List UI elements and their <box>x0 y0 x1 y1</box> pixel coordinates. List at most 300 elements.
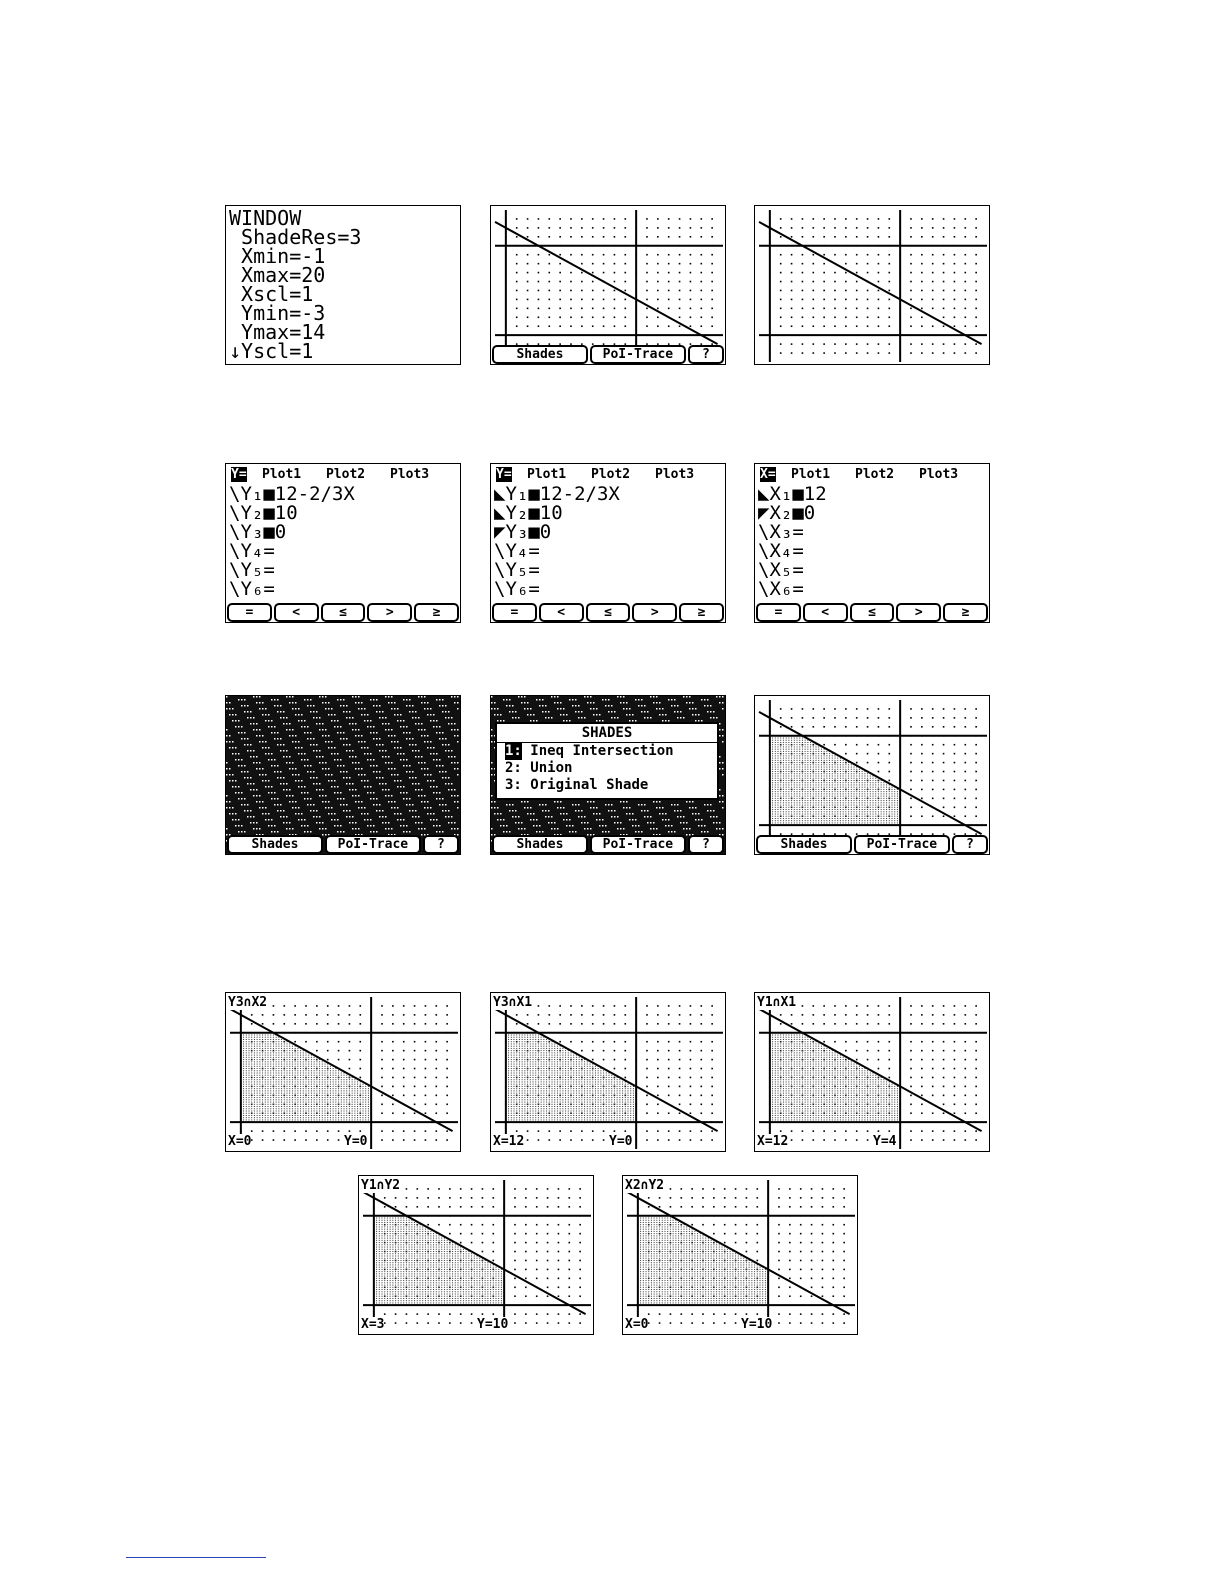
shade-speckle <box>403 732 405 734</box>
grid-dot <box>867 272 869 274</box>
shade-speckle <box>415 777 417 779</box>
shade-speckle <box>262 813 264 815</box>
shade-speckle <box>674 699 676 701</box>
region-shade-dot <box>862 789 863 790</box>
shade-speckle <box>641 810 643 812</box>
plot2-label[interactable]: Plot2 <box>326 467 366 482</box>
region-shade-dot <box>843 818 844 819</box>
region-shade-dot <box>821 791 822 792</box>
shade-speckle <box>247 705 249 707</box>
y5-row[interactable]: \Y₅= <box>494 559 540 581</box>
region-shade-dot <box>799 798 800 799</box>
region-shade-dot <box>810 787 811 788</box>
shade-speckle <box>527 714 529 716</box>
shade-speckle <box>349 711 351 713</box>
window-line-xmax[interactable]: Xmax=20 <box>229 263 326 287</box>
grid-dot <box>679 325 681 327</box>
region-shade-dot <box>824 780 825 781</box>
region-shade-dot <box>886 820 887 821</box>
region-shade-dot <box>829 807 830 808</box>
shade-speckle <box>521 828 523 830</box>
region-shade-dot <box>805 751 806 752</box>
region-shade-dot <box>797 780 798 781</box>
poi-trace-key[interactable]: PoI-Trace <box>854 835 950 854</box>
shade-speckle <box>433 825 435 827</box>
region-shade-dot <box>818 778 819 779</box>
shade-speckle <box>289 696 291 698</box>
region-shade-dot <box>837 791 838 792</box>
poi-trace-key[interactable]: PoI-Trace <box>590 345 686 364</box>
shade-speckle <box>322 735 324 737</box>
grid-dot <box>548 218 550 220</box>
grid-dot <box>516 281 518 283</box>
region-shade-dot <box>807 818 808 819</box>
graph-key-bar <box>491 835 725 854</box>
region-shade-dot <box>851 816 852 817</box>
grid-dot <box>690 308 692 310</box>
grid-dot <box>657 290 659 292</box>
y2-row[interactable]: ◣Y₂■10 <box>494 502 563 524</box>
y5-row[interactable]: \Y₅= <box>229 559 275 581</box>
region-shade-dot <box>802 769 803 770</box>
shade-speckle <box>277 711 279 713</box>
less-equal-key[interactable]: ≤ <box>321 603 366 622</box>
shade-speckle <box>271 819 273 821</box>
shade-speckle <box>358 807 360 809</box>
greater-key[interactable]: > <box>896 603 941 622</box>
shade-speckle <box>545 810 547 812</box>
grid-dot <box>910 308 912 310</box>
shade-speckle <box>515 717 517 719</box>
region-shade-dot <box>883 811 884 812</box>
shade-speckle <box>590 801 592 803</box>
grid-dot <box>559 299 561 301</box>
region-shade-dot <box>837 776 838 777</box>
region-shade-dot <box>845 784 846 785</box>
region-shade-dot <box>783 800 784 801</box>
equal-key[interactable]: = <box>227 603 272 622</box>
region-shade-dot <box>786 762 787 763</box>
region-shade-dot <box>824 820 825 821</box>
shade-speckle <box>337 831 339 833</box>
region-shade-dot <box>837 787 838 788</box>
region-shade-dot <box>810 814 811 815</box>
shade-speckle <box>340 804 342 806</box>
shade-speckle <box>599 714 601 716</box>
region-shade-dot <box>786 820 787 821</box>
region-shade-dot <box>837 798 838 799</box>
plot1-label[interactable]: Plot1 <box>527 467 567 482</box>
less-equal-key[interactable]: ≤ <box>586 603 631 622</box>
region-shade-dot <box>794 762 795 763</box>
region-shade-dot <box>845 816 846 817</box>
y3-row[interactable]: \Y₃■0 <box>229 521 287 543</box>
region-shade-dot <box>829 758 830 759</box>
grid-dot <box>614 263 616 265</box>
x3-row[interactable]: \X₃= <box>758 521 804 543</box>
region-shade-dot <box>797 782 798 783</box>
greater-key[interactable]: > <box>632 603 677 622</box>
region-shade-dot <box>799 814 800 815</box>
grid-dot <box>614 308 616 310</box>
grid-dot <box>559 290 561 292</box>
region-shade-dot <box>775 769 776 770</box>
region-shade-dot <box>829 820 830 821</box>
shades-key[interactable]: Shades <box>492 345 588 364</box>
region-shade-dot <box>845 807 846 808</box>
shade-speckle <box>671 831 673 833</box>
region-shade-dot <box>845 793 846 794</box>
plot2-label[interactable]: Plot2 <box>855 467 895 482</box>
region-shade-dot <box>840 780 841 781</box>
shade-speckle <box>388 768 390 770</box>
plot3-label[interactable]: Plot3 <box>655 467 695 482</box>
shade-speckle <box>241 732 243 734</box>
grid-dot <box>954 753 956 755</box>
shade-speckle <box>289 702 291 704</box>
less-key[interactable]: < <box>539 603 584 622</box>
region-shade-dot <box>826 816 827 817</box>
region-shade-dot <box>840 814 841 815</box>
shade-speckle <box>593 714 595 716</box>
shade-speckle <box>454 822 456 824</box>
y3-row[interactable]: ◤Y₃■0 <box>494 521 552 543</box>
shade-speckle <box>494 813 496 815</box>
region-shade-dot <box>894 820 895 821</box>
x1-row[interactable]: ◣X₁■12 <box>758 483 827 505</box>
greater-key[interactable]: > <box>367 603 412 622</box>
shade-speckle <box>310 765 312 767</box>
region-shade-dot <box>864 818 865 819</box>
grid-dot <box>932 263 934 265</box>
grid-dot <box>932 780 934 782</box>
shade-speckle <box>439 699 441 701</box>
region-shade-dot <box>788 822 789 823</box>
shade-speckle <box>253 750 255 752</box>
grid-dot <box>527 308 529 310</box>
region-shade-dot <box>826 796 827 797</box>
region-shade-dot <box>788 807 789 808</box>
shade-speckle <box>527 708 529 710</box>
region-shade-dot <box>835 818 836 819</box>
shade-speckle <box>590 708 592 710</box>
shade-speckle <box>241 705 243 707</box>
shade-speckle <box>605 825 607 827</box>
shade-speckle <box>509 831 511 833</box>
x2-row[interactable]: ◤X₂■0 <box>758 502 816 524</box>
region-shade-dot <box>824 793 825 794</box>
region-shade-dot <box>778 744 779 745</box>
region-shade-dot <box>883 816 884 817</box>
shade-speckle <box>500 813 502 815</box>
window-line-xmin[interactable]: Xmin=-1 <box>229 244 326 268</box>
region-shade-dot <box>864 820 865 821</box>
region-shade-dot <box>867 822 868 823</box>
shade-speckle <box>256 828 258 830</box>
region-shade-dot <box>775 740 776 741</box>
shade-speckle <box>301 714 303 716</box>
region-shade-dot <box>848 822 849 823</box>
region-shade-dot <box>794 802 795 803</box>
shade-speckle <box>229 714 231 716</box>
grid-dot <box>624 281 626 283</box>
grid-dot <box>603 325 605 327</box>
region-shade-dot <box>862 805 863 806</box>
shade-speckle <box>710 810 712 812</box>
equal-key[interactable]: = <box>492 603 537 622</box>
x6-row[interactable]: \X₆= <box>758 578 804 600</box>
region-shade-dot <box>810 753 811 754</box>
x5-row[interactable]: \X₅= <box>758 559 804 581</box>
region-shade-dot <box>824 771 825 772</box>
shade-speckle <box>232 741 234 743</box>
less-key[interactable]: < <box>803 603 848 622</box>
shade-speckle <box>355 696 357 698</box>
plot1-label[interactable]: Plot1 <box>791 467 831 482</box>
y-editor-tab[interactable]: Y= <box>496 467 512 482</box>
y1-row[interactable]: ◣Y₁■12-2/3X <box>494 483 620 505</box>
window-line-ymax[interactable]: Ymax=14 <box>229 320 326 344</box>
shade-speckle <box>686 696 688 698</box>
region-shade-dot <box>794 738 795 739</box>
window-line-shaderes[interactable]: ShadeRes=3 <box>229 225 362 249</box>
window-line-xscl[interactable]: Xscl=1 <box>229 282 314 306</box>
region-shade-dot <box>835 789 836 790</box>
region-shade-dot <box>843 816 844 817</box>
shade-speckle <box>370 831 372 833</box>
region-shade-dot <box>870 778 871 779</box>
menu-item-union[interactable]: 2: Union <box>505 760 573 776</box>
y2-row[interactable]: \Y₂■10 <box>229 502 298 524</box>
grid-dot <box>527 299 529 301</box>
grid-dot <box>943 708 945 710</box>
shade-speckle <box>271 759 273 761</box>
shade-speckle <box>722 762 724 764</box>
region-shade-dot <box>794 769 795 770</box>
shade-speckle <box>331 747 333 749</box>
region-shade-dot <box>821 784 822 785</box>
plot3-label[interactable]: Plot3 <box>390 467 430 482</box>
grid-dot <box>975 762 977 764</box>
grid-dot <box>823 352 825 354</box>
plot2-label[interactable]: Plot2 <box>591 467 631 482</box>
shade-speckle <box>436 798 438 800</box>
region-shade-dot <box>832 802 833 803</box>
shade-speckle <box>280 816 282 818</box>
greater-equal-key[interactable]: ≥ <box>943 603 988 622</box>
region-shade-dot <box>892 798 893 799</box>
region-shade-dot <box>848 769 849 770</box>
window-line-yscl[interactable]: ↓Yscl=1 <box>229 339 314 363</box>
menu-item-ineq-intersection[interactable]: 1: Ineq Intersection <box>505 743 674 759</box>
region-shade-dot <box>878 822 879 823</box>
grid-dot <box>943 290 945 292</box>
region-shade-dot <box>794 800 795 801</box>
region-shade-dot <box>797 767 798 768</box>
shades-key[interactable]: Shades <box>492 835 588 854</box>
shade-speckle <box>253 717 255 719</box>
poi-trace-key[interactable]: PoI-Trace <box>325 835 421 854</box>
region-shade-dot <box>894 822 895 823</box>
grid-dot <box>657 308 659 310</box>
shade-speckle <box>599 813 601 815</box>
region-shade-dot <box>837 778 838 779</box>
region-shade-dot <box>854 798 855 799</box>
shade-speckle <box>659 714 661 716</box>
grid-dot <box>856 726 858 728</box>
region-shade-dot <box>873 809 874 810</box>
shade-speckle <box>325 741 327 743</box>
shade-speckle <box>274 771 276 773</box>
region-shade-dot <box>791 771 792 772</box>
grid-dot <box>845 308 847 310</box>
region-shade-dot <box>854 802 855 803</box>
region-shade-dot <box>835 811 836 812</box>
grid-dot <box>780 352 782 354</box>
region-shade-dot <box>851 802 852 803</box>
shade-speckle <box>722 801 724 803</box>
shade-speckle <box>295 708 297 710</box>
region-shade-dot <box>783 767 784 768</box>
shade-speckle <box>382 756 384 758</box>
shade-speckle <box>569 831 571 833</box>
grid-dot <box>700 218 702 220</box>
help-key[interactable]: ? <box>423 835 459 854</box>
x-editor-tab[interactable]: X= <box>760 467 776 482</box>
shade-speckle <box>292 762 294 764</box>
less-key[interactable]: < <box>274 603 319 622</box>
grid-dot <box>943 316 945 318</box>
grid-dot <box>943 771 945 773</box>
shade-speckle <box>436 759 438 761</box>
region-shade-dot <box>791 740 792 741</box>
shade-speckle <box>298 720 300 722</box>
shades-key[interactable]: Shades <box>227 835 323 854</box>
shade-speckle <box>460 735 461 737</box>
grid-dot <box>954 316 956 318</box>
equal-key[interactable]: = <box>756 603 801 622</box>
greater-equal-key[interactable]: ≥ <box>679 603 724 622</box>
shade-speckle <box>256 822 258 824</box>
grid-dot <box>570 218 572 220</box>
grid-dot <box>845 744 847 746</box>
y1-row[interactable]: \Y₁■12-2/3X <box>229 483 355 505</box>
grid-dot <box>823 236 825 238</box>
shade-speckle <box>226 801 228 803</box>
grid-dot <box>867 726 869 728</box>
y4-row[interactable]: \Y₄= <box>229 540 275 562</box>
grid-dot <box>812 352 814 354</box>
shade-speckle <box>361 702 363 704</box>
region-shade-dot <box>894 816 895 817</box>
region-shade-dot <box>786 793 787 794</box>
shade-speckle <box>295 714 297 716</box>
help-key[interactable]: ? <box>952 835 988 854</box>
grid-dot <box>570 254 572 256</box>
region-shade-dot <box>802 738 803 739</box>
region-shade-dot <box>859 773 860 774</box>
shade-speckle <box>442 699 444 701</box>
region-shade-dot <box>832 811 833 812</box>
shade-speckle <box>656 828 658 830</box>
shade-speckle <box>361 780 363 782</box>
region-shade-dot <box>816 796 817 797</box>
region-shade-dot <box>788 805 789 806</box>
region-shade-dot <box>870 800 871 801</box>
less-equal-key[interactable]: ≤ <box>850 603 895 622</box>
shade-speckle <box>322 696 324 698</box>
shade-speckle <box>442 810 444 812</box>
shade-speckle <box>659 807 661 809</box>
window-line-ymin[interactable]: Ymin=-3 <box>229 301 326 325</box>
shade-speckle <box>433 726 435 728</box>
shade-speckle <box>719 762 721 764</box>
shade-speckle <box>400 753 402 755</box>
grid-dot <box>679 272 681 274</box>
region-shade-dot <box>799 822 800 823</box>
help-key[interactable]: ? <box>688 345 724 364</box>
y6-row[interactable]: \Y₆= <box>494 578 540 600</box>
grid-dot <box>570 290 572 292</box>
region-shade-dot <box>780 771 781 772</box>
region-shade-dot <box>810 746 811 747</box>
poi-trace-key[interactable]: PoI-Trace <box>590 835 686 854</box>
plot1-label[interactable]: Plot1 <box>262 467 302 482</box>
region-shade-dot <box>867 814 868 815</box>
shade-speckle <box>253 822 255 824</box>
greater-equal-key[interactable]: ≥ <box>414 603 459 622</box>
shade-speckle <box>316 789 318 791</box>
region-shade-dot <box>856 811 857 812</box>
region-shade-dot <box>889 800 890 801</box>
shade-speckle <box>370 699 372 701</box>
region-shade-dot <box>843 760 844 761</box>
region-shade-dot <box>837 764 838 765</box>
region-shade-dot <box>772 771 773 772</box>
region-shade-dot <box>807 762 808 763</box>
y6-row[interactable]: \Y₆= <box>229 578 275 600</box>
x4-row[interactable]: \X₄= <box>758 540 804 562</box>
region-shade-dot <box>818 802 819 803</box>
shade-speckle <box>566 825 568 827</box>
help-key[interactable]: ? <box>688 835 724 854</box>
shade-speckle <box>274 738 276 740</box>
region-shade-dot <box>794 787 795 788</box>
shade-speckle <box>430 714 432 716</box>
region-shade-dot <box>805 764 806 765</box>
plot3-label[interactable]: Plot3 <box>919 467 959 482</box>
shades-key[interactable]: Shades <box>756 835 852 854</box>
shade-speckle <box>238 831 240 833</box>
shade-speckle <box>370 720 372 722</box>
shade-speckle <box>454 756 456 758</box>
shade-speckle <box>457 702 459 704</box>
shade-speckle <box>379 705 381 707</box>
region-shade-dot <box>824 776 825 777</box>
y-editor-tab[interactable]: Y= <box>231 467 247 482</box>
grid-dot <box>646 299 648 301</box>
shade-speckle <box>337 819 339 821</box>
menu-item-original-shade[interactable]: 3: Original Shade <box>505 777 649 793</box>
region-shade-dot <box>829 760 830 761</box>
y4-row[interactable]: \Y₄= <box>494 540 540 562</box>
grid-dot <box>802 227 804 229</box>
region-shade-dot <box>813 744 814 745</box>
region-shade-dot <box>813 758 814 759</box>
region-shade-dot <box>813 776 814 777</box>
grid-dot <box>614 325 616 327</box>
region-shade-dot <box>816 782 817 783</box>
